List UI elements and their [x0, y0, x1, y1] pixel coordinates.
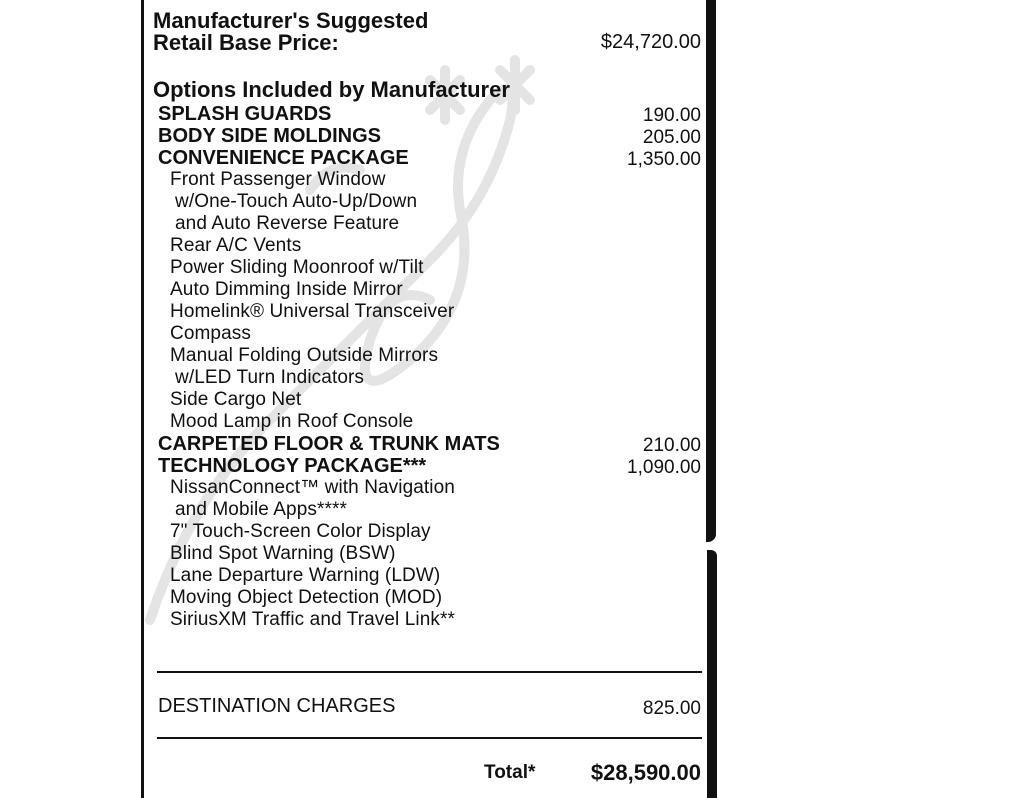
option-convenience-package-price: 1,350.00	[627, 149, 701, 170]
feature-item: Compass	[170, 323, 251, 344]
option-carpeted-mats-label: CARPETED FLOOR & TRUNK MATS	[158, 433, 500, 455]
destination-charges-label: DESTINATION CHARGES	[158, 695, 396, 717]
option-body-side-moldings-price: 205.00	[642, 127, 701, 148]
feature-item: 7" Touch-Screen Color Display	[170, 521, 431, 542]
feature-item: Homelink® Universal Transceiver	[170, 301, 455, 322]
feature-item: and Auto Reverse Feature	[175, 213, 400, 234]
feature-item: Blind Spot Warning (BSW)	[170, 543, 396, 564]
option-splash-guards-price: 190.00	[642, 105, 701, 126]
msrp-label-line2: Retail Base Price:	[153, 30, 339, 55]
total-value: $28,590.00	[590, 760, 701, 785]
feature-item: Side Cargo Net	[170, 389, 302, 410]
option-technology-package-label: TECHNOLOGY PACKAGE***	[158, 455, 427, 477]
destination-charges-price: 825.00	[642, 698, 701, 719]
feature-item: Auto Dimming Inside Mirror	[170, 279, 403, 300]
divider-line	[157, 737, 702, 739]
total-label: Total*	[484, 762, 536, 783]
feature-item: w/One-Touch Auto-Up/Down	[175, 191, 418, 212]
option-convenience-package-label: CONVENIENCE PACKAGE	[158, 147, 409, 169]
option-body-side-moldings-label: BODY SIDE MOLDINGS	[158, 125, 381, 147]
option-carpeted-mats-price: 210.00	[642, 435, 701, 456]
option-technology-package-price: 1,090.00	[627, 457, 701, 478]
feature-item: Manual Folding Outside Mirrors	[170, 345, 439, 366]
feature-item: Front Passenger Window	[170, 169, 386, 190]
feature-item: NissanConnect™ with Navigation	[170, 477, 455, 498]
feature-item: w/LED Turn Indicators	[175, 367, 365, 388]
feature-item: Rear A/C Vents	[170, 235, 302, 256]
sticker-left-border	[141, 0, 144, 798]
msrp-label-line1: Manufacturer's Suggested	[153, 8, 429, 33]
feature-item: SiriusXM Traffic and Travel Link**	[170, 609, 455, 630]
divider-line	[157, 671, 702, 673]
feature-item: and Mobile Apps****	[175, 499, 347, 520]
feature-item: Power Sliding Moonroof w/Tilt	[170, 257, 424, 278]
sticker-right-border-lower	[707, 550, 717, 798]
option-splash-guards-label: SPLASH GUARDS	[158, 103, 332, 125]
feature-item: Lane Departure Warning (LDW)	[170, 565, 441, 586]
sticker-right-border-upper	[706, 0, 716, 542]
feature-item: Mood Lamp in Roof Console	[170, 411, 414, 432]
feature-item: Moving Object Detection (MOD)	[170, 587, 443, 608]
options-heading: Options Included by Manufacturer	[153, 77, 510, 102]
msrp-value: $24,720.00	[600, 31, 701, 53]
